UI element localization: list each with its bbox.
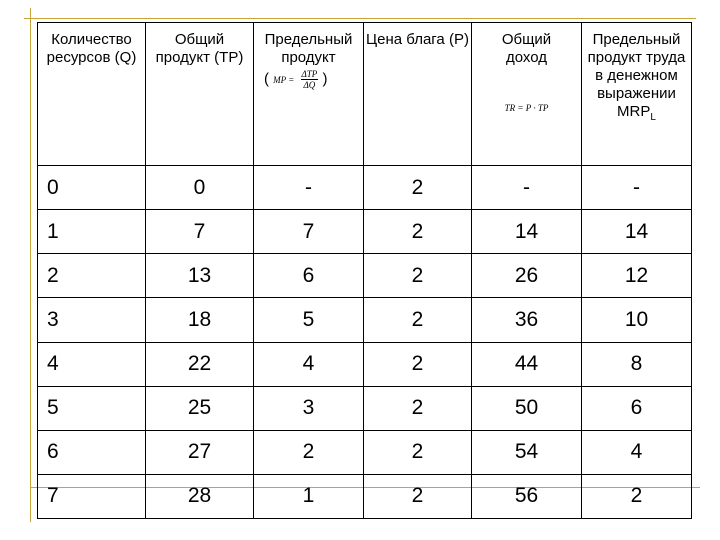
cell-price: 2: [364, 254, 472, 298]
header-total-product: Общий продукт (TP): [146, 23, 254, 166]
cell-quantity: 5: [38, 386, 146, 430]
cell-price: 2: [364, 166, 472, 210]
cell-mrp: 4: [582, 430, 692, 474]
cell-total-product: 13: [146, 254, 254, 298]
table-row: [38, 386, 692, 430]
cell-quantity: 1: [38, 210, 146, 254]
cell-total-product: 0: [146, 166, 254, 210]
cell-marginal-product: 5: [254, 298, 364, 342]
total-revenue-formula: TR = P · TP: [504, 103, 549, 113]
cell-price: 2: [364, 430, 472, 474]
cell-quantity: 4: [38, 342, 146, 386]
cell-mrp: 6: [582, 386, 692, 430]
cell-total-revenue: 44: [472, 342, 582, 386]
cell-total-revenue: 26: [472, 254, 582, 298]
cell-marginal-product: 3: [254, 386, 364, 430]
header-total-revenue-label: Общий доход: [501, 31, 552, 66]
cell-marginal-product: 7: [254, 210, 364, 254]
cell-marginal-product: 2: [254, 430, 364, 474]
table-row: [38, 210, 692, 254]
cell-mrp: -: [582, 166, 692, 210]
cell-mrp: 8: [582, 342, 692, 386]
cell-price: 2: [364, 210, 472, 254]
resource-table-container: [37, 22, 691, 519]
header-mrp: [582, 23, 692, 166]
header-total-revenue: [472, 23, 582, 166]
cell-mrp: 2: [582, 474, 692, 518]
cell-total-product: 28: [146, 474, 254, 518]
formula-open-paren: (: [264, 70, 269, 88]
cell-total-revenue: 54: [472, 430, 582, 474]
header-quantity: Количество ресурсов (Q): [38, 23, 146, 166]
formula-mp-lhs: MP =: [273, 74, 295, 85]
cell-total-revenue: 14: [472, 210, 582, 254]
cell-marginal-product: -: [254, 166, 364, 210]
formula-close-paren: ): [322, 70, 328, 88]
cell-price: 2: [364, 474, 472, 518]
cell-quantity: 3: [38, 298, 146, 342]
table-row: [38, 430, 692, 474]
formula-numerator: ΔTP: [301, 69, 318, 79]
header-marginal-product-label: Предельный продукт: [264, 31, 353, 66]
cell-mrp: 14: [582, 210, 692, 254]
cell-mrp: 12: [582, 254, 692, 298]
cell-total-product: 25: [146, 386, 254, 430]
cell-quantity: 0: [38, 166, 146, 210]
cell-marginal-product: 1: [254, 474, 364, 518]
cell-total-revenue: 36: [472, 298, 582, 342]
table-row: [38, 298, 692, 342]
formula-fraction: [301, 69, 319, 90]
header-marginal-product: [254, 23, 364, 166]
header-row: [38, 23, 692, 166]
table-row: [38, 166, 692, 210]
marginal-product-formula: [254, 69, 363, 90]
cell-total-product: 27: [146, 430, 254, 474]
cell-price: 2: [364, 298, 472, 342]
cell-quantity: 2: [38, 254, 146, 298]
cell-total-revenue: 56: [472, 474, 582, 518]
decor-top-rule: [24, 18, 696, 19]
header-mrp-abbr: $MRP_L$: [617, 103, 656, 123]
cell-quantity: 6: [38, 430, 146, 474]
cell-total-revenue: 50: [472, 386, 582, 430]
table-row: [38, 254, 692, 298]
cell-total-product: 18: [146, 298, 254, 342]
cell-total-product: 22: [146, 342, 254, 386]
cell-marginal-product: 6: [254, 254, 364, 298]
cell-total-product: 7: [146, 210, 254, 254]
header-price: Цена блага (P): [364, 23, 472, 166]
table-row: [38, 474, 692, 518]
cell-mrp: 10: [582, 298, 692, 342]
formula-denominator: ΔQ: [303, 80, 316, 90]
cell-marginal-product: 4: [254, 342, 364, 386]
cell-quantity: 7: [38, 474, 146, 518]
header-mrp-label: Предельный продукт труда в денежном выражении: [587, 31, 686, 102]
resource-table: [37, 22, 692, 519]
table-row: [38, 342, 692, 386]
cell-price: 2: [364, 386, 472, 430]
decor-left-rule: [30, 8, 31, 522]
cell-total-revenue: -: [472, 166, 582, 210]
cell-price: 2: [364, 342, 472, 386]
